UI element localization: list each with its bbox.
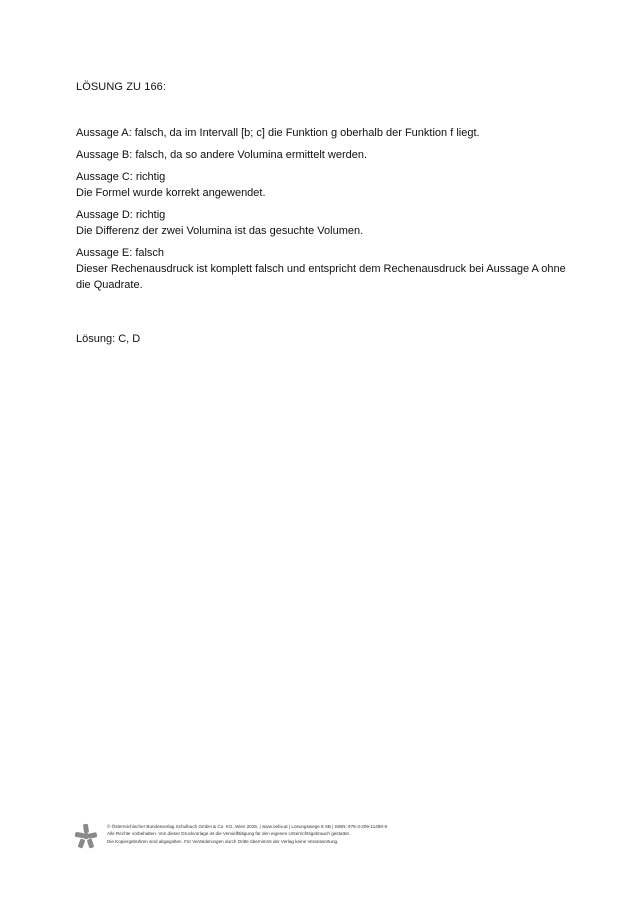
- statement-explanation: Die Formel wurde korrekt angewendet.: [76, 187, 266, 199]
- page-heading: LÖSUNG ZU 166:: [76, 81, 167, 93]
- statement-b: [76, 147, 576, 163]
- statements-list: [76, 125, 576, 299]
- statement-d: [76, 207, 576, 239]
- statement-line: Aussage A: falsch, da im Intervall [b; c] die Funktion g oberhalb der Funktion f liegt.: [76, 127, 480, 139]
- footer-copyright: [107, 823, 567, 845]
- page-footer: [73, 823, 573, 853]
- footer-line: Alle Rechte vorbehalten. Von dieser Druckvorlage ist die Vervielfältigung für den eigenen Unterrichtsgebrauch gestattet.: [107, 831, 351, 837]
- statement-a: [76, 125, 576, 141]
- footer-line: © Österreichischer Bundesverlag Schulbuch GmbH & Co. KG, Wien 2025. | www.oebv.at | Lösungswege 8 SB | ISBN: 978-3-209-11496-9: [107, 824, 388, 829]
- statement-explanation: Die Differenz der zwei Volumina ist das gesuchte Volumen.: [76, 225, 364, 237]
- statement-line: Aussage D: richtig: [76, 209, 166, 221]
- footer-line: Die Kopiergebühren sind abgegolten. Für Veränderungen durch Dritte übernimmt der Verlag keine Verantwortung.: [107, 838, 339, 844]
- statement-line: Aussage E: falsch: [76, 247, 165, 259]
- statement-line: Aussage C: richtig: [76, 171, 166, 183]
- statement-line: Aussage B: falsch, da so andere Volumina ermittelt werden.: [76, 149, 368, 161]
- solution-text: Lösung: C, D: [76, 333, 141, 345]
- statement-c: [76, 169, 576, 201]
- statement-explanation: Dieser Rechenausdruck ist komplett falsch und entspricht dem Rechenausdruck bei Aussage A ohne die Quadrate.: [76, 263, 566, 291]
- statement-e: [76, 245, 576, 293]
- publisher-logo-icon: [73, 823, 99, 849]
